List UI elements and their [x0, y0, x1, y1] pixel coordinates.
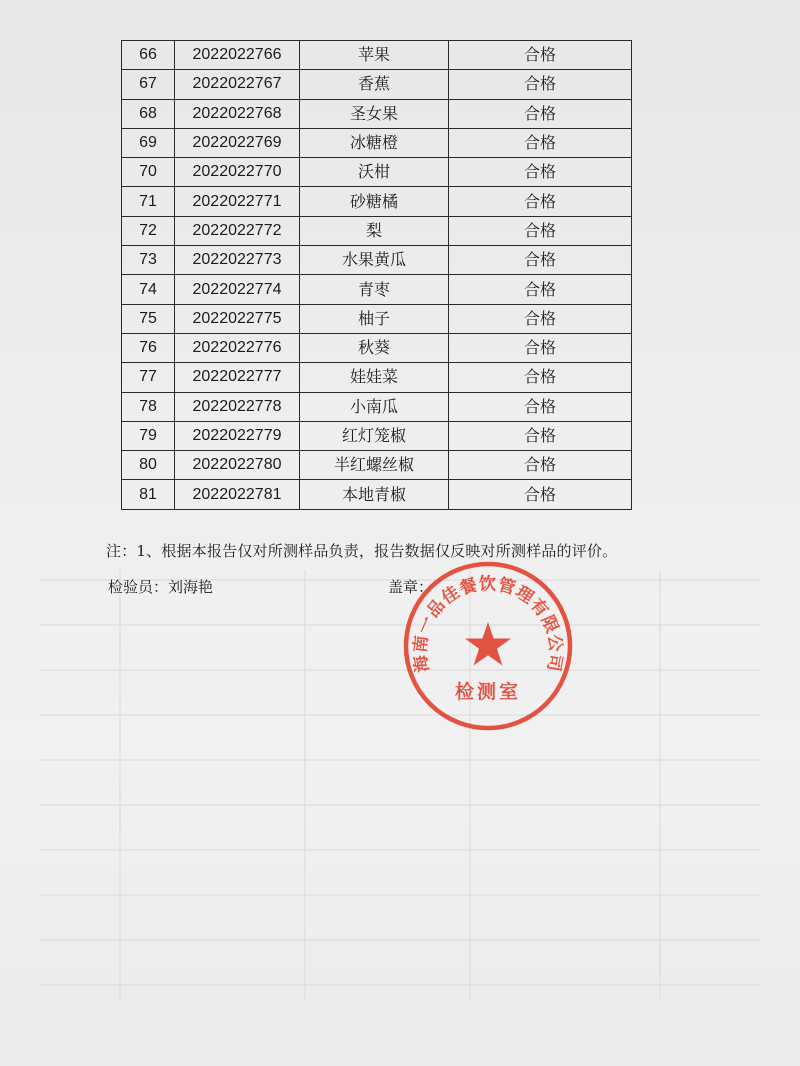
sample-code: 2022022769: [175, 128, 300, 157]
seal-center-text: 检测室: [454, 681, 522, 703]
sample-name: 圣女果: [300, 99, 449, 128]
sample-name: 香蕉: [300, 70, 449, 99]
sample-name: 水果黄瓜: [300, 246, 449, 275]
sample-code: 2022022770: [175, 158, 300, 187]
sample-name: 红灯笼椒: [300, 421, 449, 450]
sample-code: 2022022780: [175, 451, 300, 480]
test-result: 合格: [449, 333, 632, 362]
sample-name: 柚子: [300, 304, 449, 333]
table-row: [122, 421, 632, 450]
sample-code: 2022022775: [175, 304, 300, 333]
row-number: 69: [122, 128, 175, 157]
row-number: 74: [122, 275, 175, 304]
table-row: [122, 187, 632, 216]
test-result: 合格: [449, 41, 632, 70]
table-row: [122, 99, 632, 128]
sample-name: 娃娃菜: [300, 363, 449, 392]
table-row: [122, 451, 632, 480]
results-table: [121, 40, 632, 510]
table-row: [122, 363, 632, 392]
row-number: 77: [122, 363, 175, 392]
sample-code: 2022022781: [175, 480, 300, 509]
row-number: 68: [122, 99, 175, 128]
sample-code: 2022022767: [175, 70, 300, 99]
table-row: [122, 246, 632, 275]
sample-name: 砂糖橘: [300, 187, 449, 216]
sample-code: 2022022773: [175, 246, 300, 275]
sample-name: 本地青椒: [300, 480, 449, 509]
sample-name: 秋葵: [300, 333, 449, 362]
row-number: 73: [122, 246, 175, 275]
sample-code: 2022022768: [175, 99, 300, 128]
test-result: 合格: [449, 451, 632, 480]
row-number: 67: [122, 70, 175, 99]
test-result: 合格: [449, 421, 632, 450]
row-number: 76: [122, 333, 175, 362]
test-result: 合格: [449, 363, 632, 392]
row-number: 66: [122, 41, 175, 70]
test-result: 合格: [449, 70, 632, 99]
test-result: 合格: [449, 128, 632, 157]
row-number: 81: [122, 480, 175, 509]
row-number: 70: [122, 158, 175, 187]
table-row: [122, 275, 632, 304]
test-result: 合格: [449, 246, 632, 275]
report-note: 注：1、根据本报告仅对所测样品负责，报告数据仅反映对所测样品的评价。: [106, 542, 618, 560]
sample-name: 小南瓜: [300, 392, 449, 421]
row-number: 72: [122, 216, 175, 245]
sample-name: 冰糖橙: [300, 128, 449, 157]
seal-label: 盖章：: [388, 578, 434, 596]
row-number: 75: [122, 304, 175, 333]
table-row: [122, 70, 632, 99]
sample-code: 2022022774: [175, 275, 300, 304]
test-result: 合格: [449, 304, 632, 333]
results-table-body: [122, 41, 632, 510]
test-result: 合格: [449, 216, 632, 245]
sample-name: 青枣: [300, 275, 449, 304]
sample-code: 2022022766: [175, 41, 300, 70]
table-row: [122, 41, 632, 70]
test-result: 合格: [449, 480, 632, 509]
sample-name: 苹果: [300, 41, 449, 70]
sample-code: 2022022778: [175, 392, 300, 421]
sample-name: 梨: [300, 216, 449, 245]
official-seal-stamp: [402, 560, 574, 732]
seal-star-icon: [465, 622, 511, 666]
sample-code: 2022022772: [175, 216, 300, 245]
inspector-label: 检验员：刘海艳: [108, 578, 214, 596]
sample-name: 半红螺丝椒: [300, 451, 449, 480]
seal-arc-text: 海南一品佳餐饮管理有限公司: [410, 574, 566, 674]
table-row: [122, 128, 632, 157]
row-number: 78: [122, 392, 175, 421]
sample-code: 2022022779: [175, 421, 300, 450]
table-row: [122, 304, 632, 333]
table-row: [122, 392, 632, 421]
sample-code: 2022022776: [175, 333, 300, 362]
table-row: [122, 480, 632, 509]
row-number: 80: [122, 451, 175, 480]
table-row: [122, 333, 632, 362]
table-row: [122, 216, 632, 245]
test-result: 合格: [449, 275, 632, 304]
table-row: [122, 158, 632, 187]
row-number: 79: [122, 421, 175, 450]
test-result: 合格: [449, 158, 632, 187]
test-result: 合格: [449, 392, 632, 421]
sample-code: 2022022777: [175, 363, 300, 392]
test-result: 合格: [449, 99, 632, 128]
row-number: 71: [122, 187, 175, 216]
test-result: 合格: [449, 187, 632, 216]
sample-name: 沃柑: [300, 158, 449, 187]
sample-code: 2022022771: [175, 187, 300, 216]
